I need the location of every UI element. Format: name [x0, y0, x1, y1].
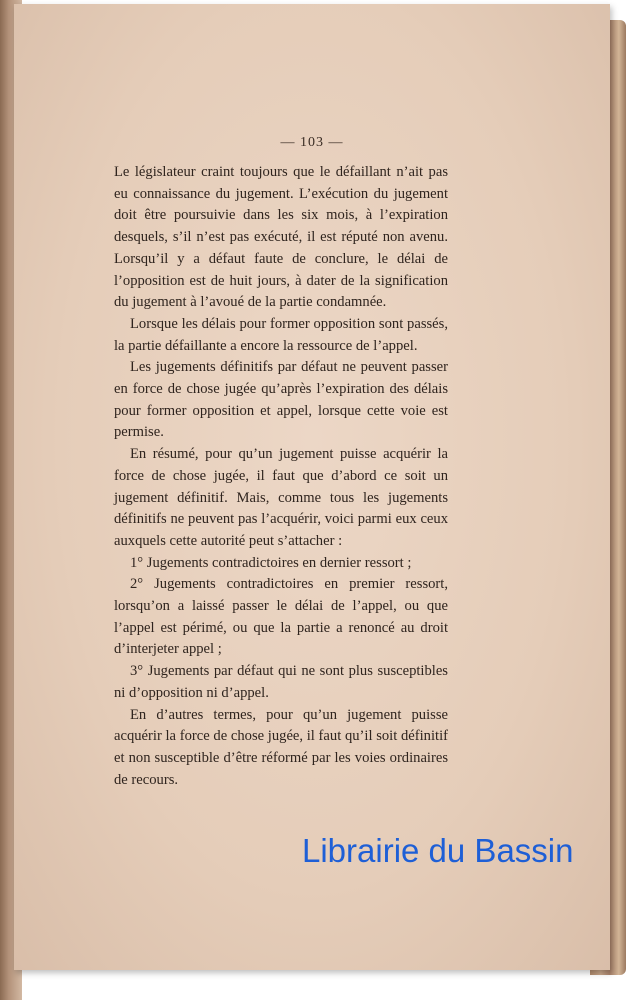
list-item-1: 1° Jugements contradictoires en dernier ressort ;	[130, 554, 412, 571]
list-item-2: 2° Jugements contradictoires en premier ressort, lorsqu’on a laissé passer le délai de l’appel, ou que l’appel est périmé, ou que la partie a renoncé au droit d’interjeter appel ;	[114, 576, 448, 658]
page-text	[114, 162, 448, 791]
page-number: — 103 —	[280, 135, 344, 150]
paragraph-1: Le législateur craint toujours que le défaillant n’ait pas eu connaissance du jugement. L’exécution du jugement doit être poursuivie dans les six mois, à l’expiration desquels, s’il n’est pas exécuté, il est réputé non avenu. Lorsqu’il y a défaut faute de conclure, le délai de l’opposition est de huit jours, à dater de la signification du jugement à l’avoué de la partie condamnée.	[114, 164, 448, 311]
paragraph-2: Lorsque les délais pour former opposition sont passés, la partie défaillante a encore la ressource de l’appel.	[114, 315, 448, 354]
watermark: Librairie du Bassin	[302, 832, 574, 869]
paragraph-3: Les jugements définitifs par défaut ne peuvent passer en force de chose jugée qu’après l’expiration des délais pour former opposition et appel, lorsque cette voie est permise.	[114, 359, 448, 441]
paragraph-5: En d’autres termes, pour qu’un jugement puisse acquérir la force de chose jugée, il faut qu’il soit définitif et non susceptible d’être réformé par les voies ordinaires de recours.	[114, 706, 448, 788]
book-page	[14, 4, 610, 970]
list-item-3: 3° Jugements par défaut qui ne sont plus susceptibles ni d’opposition ni d’appel.	[114, 663, 448, 701]
paragraph-4: En résumé, pour qu’un jugement puisse acquérir la force de chose jugée, il faut que d’abord ce soit un jugement définitif. Mais, comme tous les jugements définitifs ne peuvent pas l’acquérir, voici parmi eux ceux auxquels cette autorité peut s’attacher :	[114, 446, 448, 549]
